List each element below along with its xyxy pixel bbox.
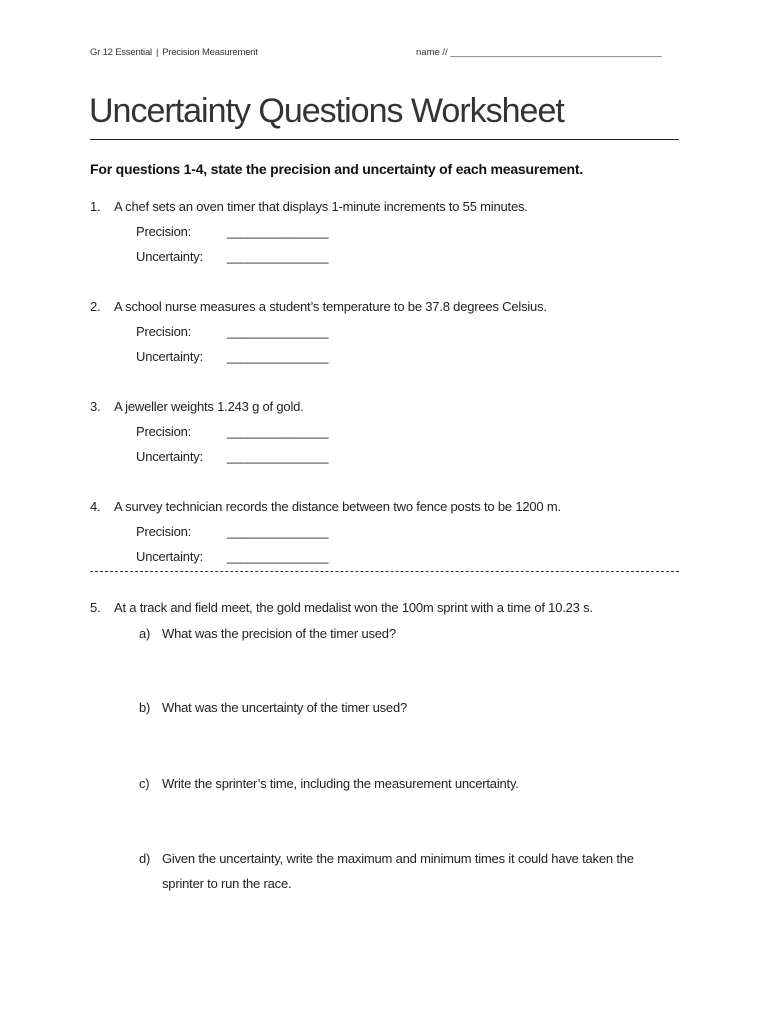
question-5d-continuation: sprinter to run the race. [162, 876, 292, 891]
uncertainty-label: Uncertainty: [136, 249, 203, 264]
part-text: Write the sprinter’s time, including the measurement uncertainty. [162, 776, 519, 791]
uncertainty-label: Uncertainty: [136, 349, 203, 364]
question-text: A chef sets an oven timer that displays 1-minute increments to 55 minutes. [114, 199, 528, 214]
answer-blank: _______________ [227, 549, 328, 564]
answer-blank: _______________ [227, 449, 328, 464]
precision-label: Precision: [136, 324, 192, 339]
uncertainty-field [136, 549, 328, 564]
header-course-info [90, 47, 258, 58]
precision-field [136, 524, 328, 539]
part-text: Given the uncertainty, write the maximum and minimum times it could have taken the [162, 851, 634, 866]
question-text: A survey technician records the distance between two fence posts to be 1200 m. [114, 499, 561, 514]
section-divider [90, 571, 679, 572]
question-text: A jeweller weights 1.243 g of gold. [114, 399, 304, 414]
question-text: At a track and field meet, the gold medalist won the 100m sprint with a time of 10.23 s. [114, 600, 593, 615]
title-divider [90, 139, 679, 140]
part-letter: b) [139, 700, 151, 715]
question-5b [139, 700, 407, 715]
part-letter: c) [139, 776, 150, 791]
answer-blank: _______________ [227, 249, 328, 264]
question-number: 2. [90, 299, 101, 314]
precision-label: Precision: [136, 224, 192, 239]
answer-blank: _______________ [227, 224, 328, 239]
instructions: For questions 1-4, state the precision and uncertainty of each measurement. [90, 161, 584, 177]
uncertainty-field [136, 449, 328, 464]
question-number: 4. [90, 499, 101, 514]
page-title: Uncertainty Questions Worksheet [89, 92, 564, 130]
answer-blank: _______________ [227, 324, 328, 339]
uncertainty-label: Uncertainty: [136, 449, 203, 464]
uncertainty-field [136, 249, 328, 264]
topic-label: Precision Measurement [162, 47, 258, 58]
question-text: A school nurse measures a student’s temperature to be 37.8 degrees Celsius. [114, 299, 547, 314]
course-label: Gr 12 Essential [90, 47, 152, 58]
question-5 [90, 600, 593, 615]
precision-label: Precision: [136, 424, 192, 439]
question-2 [90, 299, 547, 314]
answer-blank: _______________ [227, 349, 328, 364]
question-5a [139, 626, 396, 641]
header-separator: | [155, 47, 159, 58]
answer-blank: _______________ [227, 424, 328, 439]
question-number: 5. [90, 600, 101, 615]
precision-label: Precision: [136, 524, 192, 539]
precision-field [136, 324, 328, 339]
question-number: 1. [90, 199, 101, 214]
part-text: What was the uncertainty of the timer used? [162, 700, 408, 715]
part-text: What was the precision of the timer used? [162, 626, 396, 641]
question-5d [139, 851, 634, 866]
part-letter: a) [139, 626, 151, 641]
question-4 [90, 499, 561, 514]
question-number: 3. [90, 399, 101, 414]
question-1 [90, 199, 528, 214]
uncertainty-field [136, 349, 328, 364]
answer-blank: _______________ [227, 524, 328, 539]
question-3 [90, 399, 304, 414]
precision-field [136, 224, 328, 239]
precision-field [136, 424, 328, 439]
question-5c [139, 776, 519, 791]
name-field: name // ________________________________________ [416, 47, 662, 58]
part-letter: d) [139, 851, 151, 866]
uncertainty-label: Uncertainty: [136, 549, 203, 564]
